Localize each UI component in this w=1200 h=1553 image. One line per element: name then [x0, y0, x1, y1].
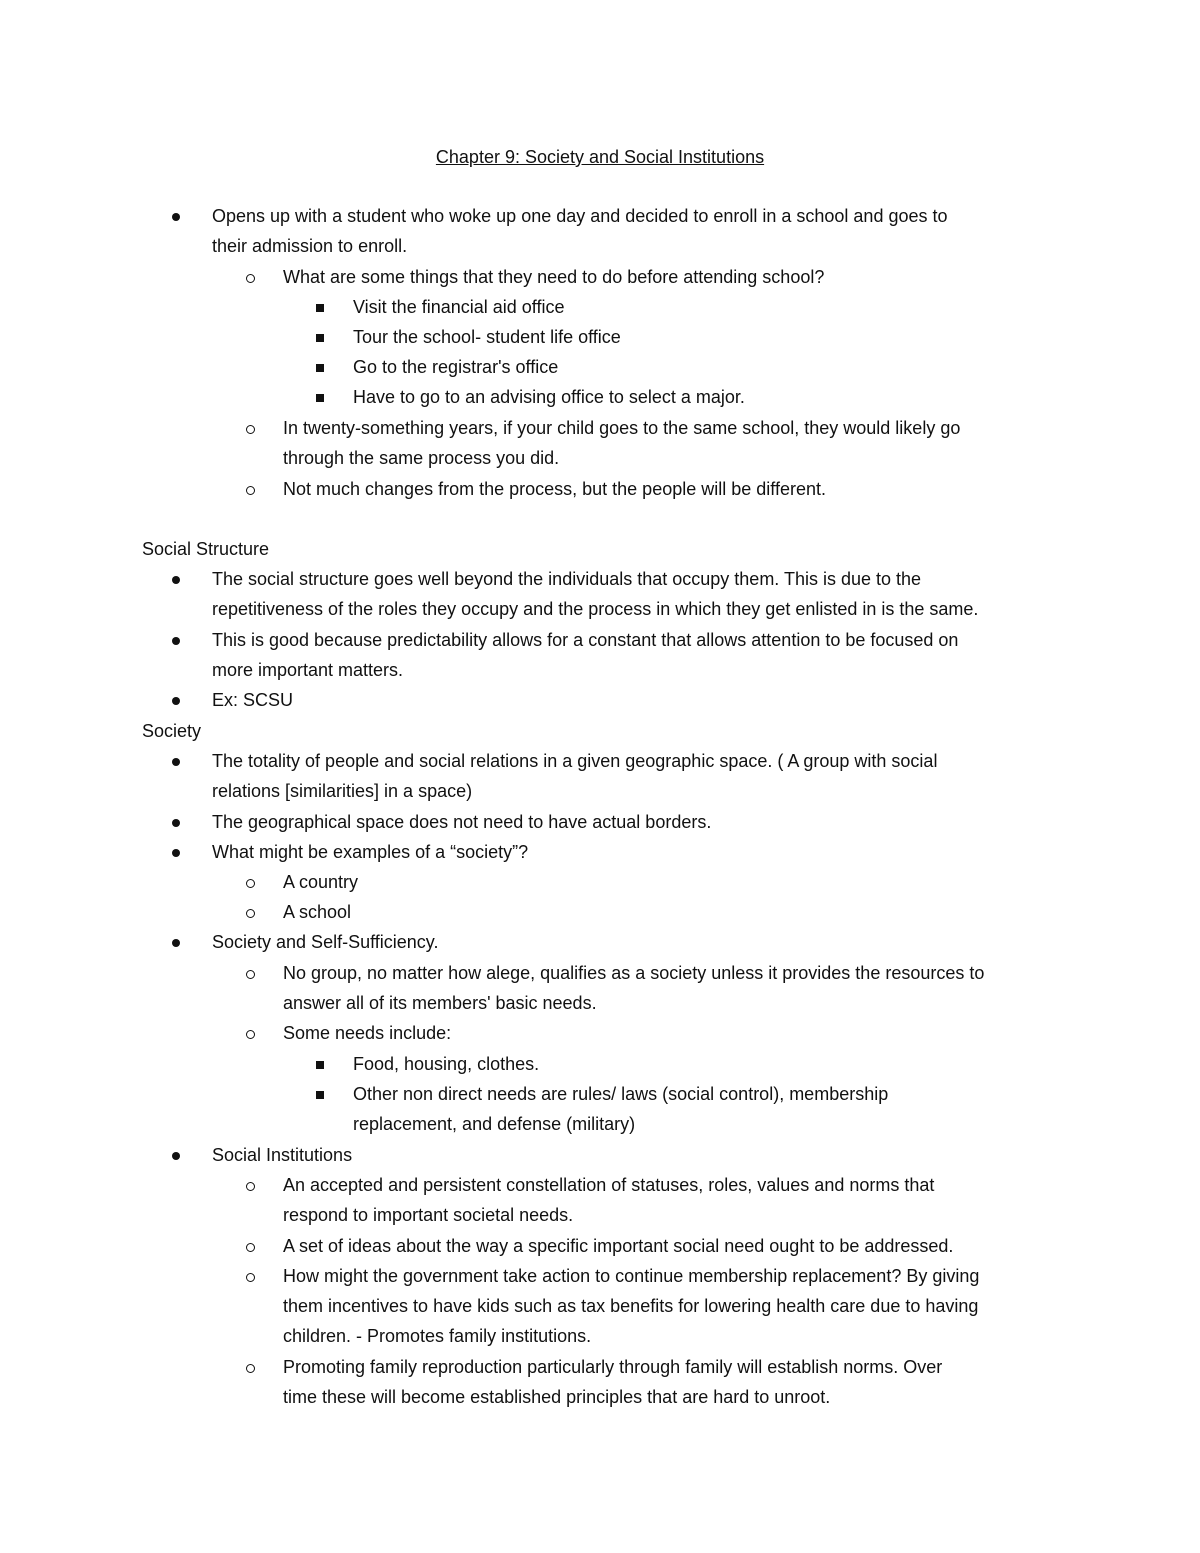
list-item: An accepted and persistent constellation of statuses, roles, values and norms that: [283, 1175, 935, 1195]
bullet-dot-icon: [172, 931, 180, 953]
list-item: The social structure goes well beyond the individuals that occupy them. This is due to the: [212, 569, 922, 589]
bullet-circle-icon: [246, 1235, 255, 1257]
section-heading: Social Structure: [142, 539, 270, 559]
list-item: Promoting family reproduction particularly through family will establish norms. Over: [283, 1357, 943, 1377]
bullet-dot-icon: [172, 629, 180, 651]
list-item: The geographical space does not need to have actual borders.: [212, 812, 712, 832]
bullet-circle-icon: [246, 901, 255, 923]
list-item: Society and Self-Sufficiency.: [212, 932, 439, 952]
list-item: Other non direct needs are rules/ laws (social control), membership: [353, 1084, 889, 1104]
list-item: In twenty-something years, if your child goes to the same school, they would likely go: [283, 418, 961, 438]
list-item: children. - Promotes family institutions.: [283, 1326, 592, 1346]
bullet-square-icon: [316, 326, 324, 348]
intro-line: their admission to enroll.: [212, 236, 408, 256]
bullet-circle-icon: [246, 417, 255, 439]
bullet-circle-icon: [246, 1174, 255, 1196]
bullet-square-icon: [316, 1053, 324, 1075]
list-item: Not much changes from the process, but the people will be different.: [283, 479, 826, 499]
list-item: repetitiveness of the roles they occupy and the process in which they get enlisted in is the same.: [212, 599, 979, 619]
bullet-dot-icon: [172, 689, 180, 711]
intro-question: What are some things that they need to do before attending school?: [283, 267, 825, 287]
list-item: Some needs include:: [283, 1023, 452, 1043]
list-item: What might be examples of a “society”?: [212, 842, 529, 862]
list-item: answer all of its members' basic needs.: [283, 993, 597, 1013]
list-item: No group, no matter how alege, qualifies as a society unless it provides the resources to: [283, 963, 985, 983]
bullet-square-icon: [316, 1083, 324, 1105]
bullet-circle-icon: [246, 478, 255, 500]
list-item: Ex: SCSU: [212, 690, 294, 710]
bullet-circle-icon: [246, 962, 255, 984]
bullet-circle-icon: [246, 1265, 255, 1287]
bullet-dot-icon: [172, 1144, 180, 1166]
list-item: Tour the school- student life office: [353, 327, 621, 347]
list-item: more important matters.: [212, 660, 404, 680]
list-item: How might the government take action to continue membership replacement? By giving: [283, 1266, 980, 1286]
list-item: A country: [283, 872, 359, 892]
list-item: Have to go to an advising office to select a major.: [353, 387, 745, 407]
list-item: Social Institutions: [212, 1145, 353, 1165]
bullet-dot-icon: [172, 568, 180, 590]
bullet-square-icon: [316, 386, 324, 408]
bullet-dot-icon: [172, 750, 180, 772]
intro-line: Opens up with a student who woke up one day and decided to enroll in a school and goes to: [212, 206, 948, 226]
bullet-square-icon: [316, 296, 324, 318]
list-item: A school: [283, 902, 352, 922]
bullet-circle-icon: [246, 871, 255, 893]
page-title: Chapter 9: Society and Social Institutions: [435, 147, 765, 167]
list-item: The totality of people and social relations in a given geographic space. ( A group with social: [212, 751, 938, 771]
bullet-dot-icon: [172, 811, 180, 833]
list-item: Food, housing, clothes.: [353, 1054, 540, 1074]
bullet-dot-icon: [172, 841, 180, 863]
list-item: them incentives to have kids such as tax benefits for lowering health care due to having: [283, 1296, 979, 1316]
bullet-circle-icon: [246, 1022, 255, 1044]
list-item: through the same process you did.: [283, 448, 560, 468]
list-item: Visit the financial aid office: [353, 297, 565, 317]
list-item: replacement, and defense (military): [353, 1114, 636, 1134]
list-item: relations [similarities] in a space): [212, 781, 473, 801]
list-item: This is good because predictability allows for a constant that allows attention to be focused on: [212, 630, 959, 650]
bullet-dot-icon: [172, 205, 180, 227]
list-item: Go to the registrar's office: [353, 357, 559, 377]
bullet-circle-icon: [246, 1356, 255, 1378]
bullet-square-icon: [316, 356, 324, 378]
list-item: respond to important societal needs.: [283, 1205, 574, 1225]
list-item: time these will become established principles that are hard to unroot.: [283, 1387, 831, 1407]
bullet-circle-icon: [246, 266, 255, 288]
section-heading: Society: [142, 721, 202, 741]
list-item: A set of ideas about the way a specific important social need ought to be addressed.: [283, 1236, 954, 1256]
